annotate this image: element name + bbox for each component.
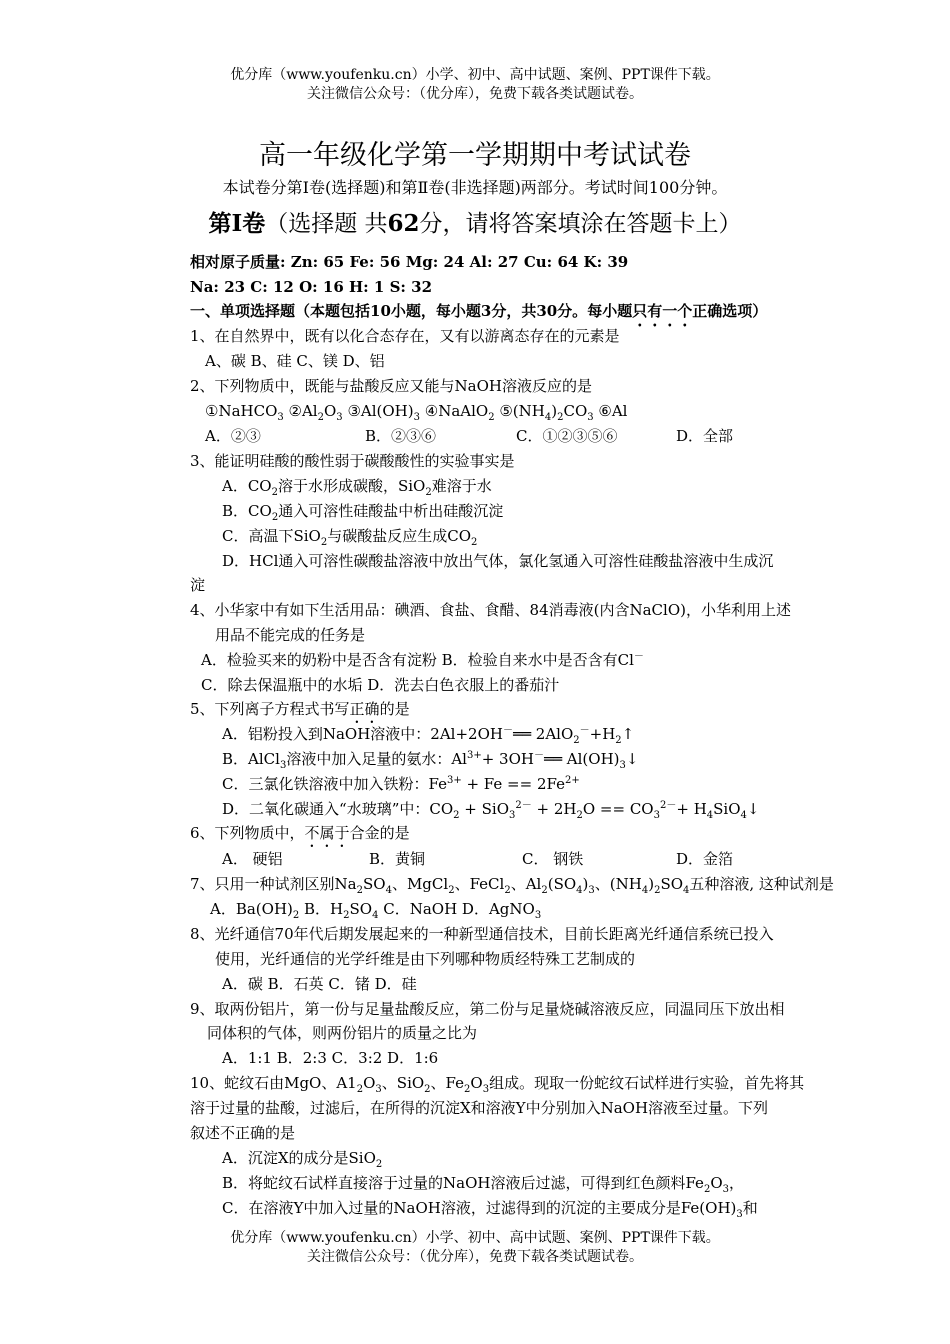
t: C．高温下SiO — [222, 527, 321, 545]
t: 、MgCl — [391, 875, 449, 893]
t: ， — [729, 1174, 745, 1192]
s: 3 — [279, 760, 287, 771]
t: 难溶于水 — [431, 477, 492, 495]
t: ①NaHCO — [205, 402, 278, 420]
t: SO — [363, 875, 386, 893]
s: 3 — [653, 810, 660, 821]
s: 2 — [488, 412, 495, 423]
s: 2 — [464, 1084, 471, 1095]
q2-option-d: D．全部 — [676, 427, 734, 445]
t: + Fe == 2Fe — [461, 775, 565, 793]
t: D．二氧化碳通入“水玻璃”中：CO — [222, 800, 454, 818]
s: 2 — [271, 512, 279, 523]
q9-stem: 9、取两份铝片，第一份与足量盐酸反应，第二份与足量烧碱溶液反应，同温同压下放出相 — [190, 1000, 785, 1018]
q3-option-d: D．HCl通入可溶性碳酸盐溶液中放出气体，氯化氢通入可溶性硅酸盐溶液中生成沉 — [222, 552, 774, 570]
s: 4 — [641, 885, 649, 896]
s: 2 — [654, 885, 661, 896]
q10-stem — [190, 1073, 804, 1093]
t: 5、下列离子方程式书写 — [190, 700, 350, 718]
s: 3 — [722, 1184, 729, 1195]
s: 4 — [544, 412, 552, 423]
t: A．Ba(OH) — [210, 900, 293, 918]
t: 溶于水形成碳酸，SiO — [277, 477, 426, 495]
q2-items — [205, 401, 627, 421]
s: 2 — [615, 735, 622, 746]
s: 2 — [576, 810, 583, 821]
s: 3 — [588, 885, 595, 896]
q7-stem — [190, 874, 834, 894]
q3-option-d-cont: 淀 — [190, 576, 206, 594]
s: 3 — [736, 1209, 743, 1220]
s: 3 — [509, 810, 516, 821]
s: 2 — [320, 537, 328, 548]
s: 3 — [482, 1084, 490, 1095]
q5-option-c — [222, 774, 580, 794]
part1-heading-emph: 只有一个 — [632, 302, 693, 320]
s: 3 — [277, 412, 284, 423]
t: C．在溶液Y中加入过量的NaOH溶液，过滤得到的沉淀的主要成分是Fe(OH) — [222, 1199, 737, 1217]
s: － — [533, 750, 544, 761]
footer-line-2: 关注微信公众号：（优分库），免费下载各类试题试卷。 — [307, 1249, 643, 1265]
t: 与碳酸盐反应生成CO — [327, 527, 472, 545]
atomic-mass-line-2: Na: 23 C: 12 O: 16 H: 1 S: 32 — [190, 278, 433, 296]
q3-option-b — [222, 501, 503, 521]
s: 2－ — [515, 800, 532, 811]
s: 2 — [541, 885, 548, 896]
q5-option-d — [222, 799, 759, 819]
t: 和 — [742, 1199, 758, 1217]
q5-stem — [190, 699, 410, 727]
s: 2 — [471, 537, 478, 548]
exam-subtitle: 本试卷分第Ⅰ卷(选择题)和第Ⅱ卷(非选择题)两部分。考试时间100分钟。 — [222, 178, 728, 197]
t: ③Al(OH) — [342, 402, 414, 420]
q9-options: A．1:1 B．2:3 C．3:2 D．1:6 — [222, 1049, 439, 1067]
section-text-b: 分，请将答案填涂在答题卡上） — [419, 211, 742, 237]
q4-stem: 4、小华家中有如下生活用品：碘酒、食盐、食醋、84消毒液(内含NaClO)，小华利用上述 — [190, 601, 791, 619]
t: ⑤(NH — [494, 402, 545, 420]
t: + SiO — [459, 800, 509, 818]
t: SO — [349, 900, 373, 918]
q3-option-c — [222, 526, 477, 546]
part1-heading-b: 正确选项） — [692, 302, 768, 320]
q6-option-c: C． 钢铁 — [522, 850, 584, 868]
t: CO — [563, 402, 588, 420]
s: 2+ — [564, 775, 580, 786]
t: 、(NH — [594, 875, 642, 893]
s: 4 — [740, 810, 747, 821]
s: 3 — [619, 760, 626, 771]
s: 4 — [683, 885, 690, 896]
t: ⑥Al — [593, 402, 628, 420]
q4-options-ab — [201, 650, 644, 670]
t: 7、只用一种试剂区别Na — [190, 875, 357, 893]
t: ↑ — [621, 725, 635, 743]
t: ) — [551, 402, 558, 420]
t: SiO — [713, 800, 741, 818]
q2-stem: 2、下列物质中，既能与盐酸反应又能与NaOH溶液反应的是 — [190, 377, 592, 395]
q4-options-cd: C．除去保温瓶中的水垢 D．洗去白色衣服上的番茄汁 — [201, 676, 560, 694]
s: 2 — [375, 1159, 383, 1170]
s: 2 — [425, 487, 432, 498]
s: － — [502, 725, 513, 736]
t: A．检验买来的奶粉中是否含有淀粉 B．检验自来水中是否含有Cl — [201, 651, 634, 669]
t: A．CO — [222, 477, 272, 495]
q6-option-a: A． 硬铝 — [222, 850, 283, 868]
t: O — [323, 402, 337, 420]
t: 、FeCl — [454, 875, 505, 893]
t: 溶液中加入足量的氨水：Al — [286, 750, 467, 768]
t: 的是 — [379, 700, 410, 718]
q4-stem-cont: 用品不能完成的任务是 — [215, 626, 366, 644]
s: 4 — [706, 810, 714, 821]
t: + H — [676, 800, 707, 818]
t: 、Fe — [430, 1074, 465, 1092]
t: O == CO — [582, 800, 654, 818]
t: ↓ — [625, 750, 639, 768]
t: B．H — [299, 900, 344, 918]
t: O — [363, 1074, 376, 1092]
q10-option-a — [222, 1148, 382, 1168]
q6-stem — [190, 823, 410, 851]
s: 4 — [385, 885, 392, 896]
t: ④NaAlO — [419, 402, 489, 420]
s: 3+ — [466, 750, 482, 761]
t: + 3OH — [481, 750, 534, 768]
s: 2 — [557, 412, 564, 423]
q7-options — [210, 899, 541, 919]
s: 2 — [356, 1084, 364, 1095]
header-line-2: 关注微信公众号：（优分库），免费下载各类试题试卷。 — [307, 86, 643, 102]
s: 2 — [453, 810, 460, 821]
s: 2 — [573, 735, 580, 746]
t: 通入可溶性硅酸盐中析出硅酸沉淀 — [278, 502, 504, 520]
q8-stem-cont: 使用，光纤通信的光学纤维是由下列哪种物质经特殊工艺制成的 — [215, 950, 636, 968]
s: 2 — [424, 1084, 431, 1095]
t: 合金的是 — [349, 824, 410, 842]
t: ══ Al(OH) — [543, 750, 620, 768]
q6-option-d: D．金箔 — [676, 850, 734, 868]
part1-heading-a: 一、单项选择题（本题包括10小题，每小题3分，共30分。每小题 — [190, 302, 633, 320]
t: 6、下列物质中， — [190, 824, 305, 842]
q5-option-a — [222, 724, 634, 744]
footer-line-1: 优分库（www.youfenku.cn）小学、初中、高中试题、案例、PPT课件下载。 — [230, 1230, 720, 1246]
q2-option-c: C．①②③⑤⑥ — [516, 427, 618, 445]
s: 2 — [271, 487, 278, 498]
q10-option-b — [222, 1173, 744, 1193]
s: － — [633, 651, 644, 662]
t: 、Al — [510, 875, 542, 893]
t: B．将蛇纹石试样直接溶于过量的NaOH溶液后过滤，可得到红色颜料Fe — [222, 1174, 704, 1192]
t: (SO — [547, 875, 577, 893]
t: C．NaOH D．AgNO — [378, 900, 535, 918]
q3-option-a — [222, 476, 492, 496]
q5-option-b — [222, 749, 638, 769]
t: ) — [582, 875, 589, 893]
s: 3 — [375, 1084, 382, 1095]
q2-option-a: A．②③ — [205, 427, 261, 445]
s: 3+ — [446, 775, 462, 786]
t: +H — [589, 725, 616, 743]
s: 2 — [504, 885, 511, 896]
q2-option-b: B．②③⑥ — [365, 427, 437, 445]
q3-stem: 3、能证明硅酸的酸性弱于碳酸酸性的实验事实是 — [190, 452, 515, 470]
q1-options: A、碳 B、硅 C、镁 D、铝 — [205, 352, 385, 370]
t: SO — [660, 875, 684, 893]
s: 4 — [372, 910, 379, 921]
t: 五种溶液, 这种试剂是 — [689, 875, 834, 893]
s: 2 — [356, 885, 363, 896]
t: B．AlCl — [222, 750, 280, 768]
s: 2 — [343, 910, 350, 921]
section-text-a: （选择题 共 — [265, 211, 388, 237]
q8-stem: 8、光纤通信70年代后期发展起来的一种新型通信技术，目前长距离光纤通信系统已投入 — [190, 925, 774, 943]
q6-option-b: B．黄铜 — [369, 850, 426, 868]
t: ↓ — [746, 800, 760, 818]
q10-stem-3: 叙述不正确的是 — [190, 1124, 296, 1142]
t: A．沉淀X的成分是SiO — [222, 1149, 376, 1167]
t: A．铝粉投入到NaOH溶液中：2Al+2OH — [222, 725, 503, 743]
s: 3 — [587, 412, 594, 423]
t: 10、蛇纹石由MgO、A1 — [190, 1074, 357, 1092]
q10-stem-2: 溶于过量的盐酸，过滤后，在所得的沉淀X和溶液Y中分别加入NaOH溶液至过量。下列 — [190, 1099, 769, 1117]
s: 2 — [292, 910, 300, 921]
t: O — [710, 1174, 723, 1192]
t: + 2H — [531, 800, 577, 818]
s: 2 — [703, 1184, 711, 1195]
atomic-mass-line-1: 相对原子质量: Zn: 65 Fe: 56 Mg: 24 Al: 27 Cu: 64 K: 39 — [190, 253, 629, 271]
section-prefix: 第Ⅰ卷 — [208, 210, 266, 237]
t: C．三氯化铁溶液中加入铁粉：Fe — [222, 775, 447, 793]
q1-stem: 1、在自然界中，既有以化合态存在，又有以游离态存在的元素是 — [190, 327, 620, 345]
q9-stem-cont: 同体积的气体，则两份铝片的质量之比为 — [207, 1024, 478, 1042]
header-line-1: 优分库（www.youfenku.cn）小学、初中、高中试题、案例、PPT课件下载。 — [230, 67, 720, 83]
t: 组成。现取一份蛇纹石试样进行实验，首先将其 — [489, 1074, 805, 1092]
s: 3 — [534, 910, 542, 921]
emph: 正确 — [349, 700, 380, 718]
section-score: 62 — [387, 210, 420, 237]
q8-options: A．碳 B．石英 C．锗 D．硅 — [222, 975, 417, 993]
t: B．CO — [222, 502, 272, 520]
q10-option-c — [222, 1198, 758, 1218]
s: － — [579, 725, 590, 736]
s: 3 — [413, 412, 420, 423]
section-title — [0, 205, 950, 238]
s: 2 — [448, 885, 455, 896]
t: ) — [648, 875, 655, 893]
s: 2 — [317, 412, 324, 423]
exam-title: 高一年级化学第一学期期中考试试卷 — [259, 140, 691, 171]
t: ══ 2AlO — [512, 725, 574, 743]
emph: 不属于 — [304, 824, 350, 842]
t: O — [470, 1074, 483, 1092]
s: 2－ — [659, 800, 677, 811]
s: 3 — [336, 412, 343, 423]
t: ②Al — [283, 402, 318, 420]
s: 4 — [576, 885, 583, 896]
t: 、SiO — [381, 1074, 425, 1092]
